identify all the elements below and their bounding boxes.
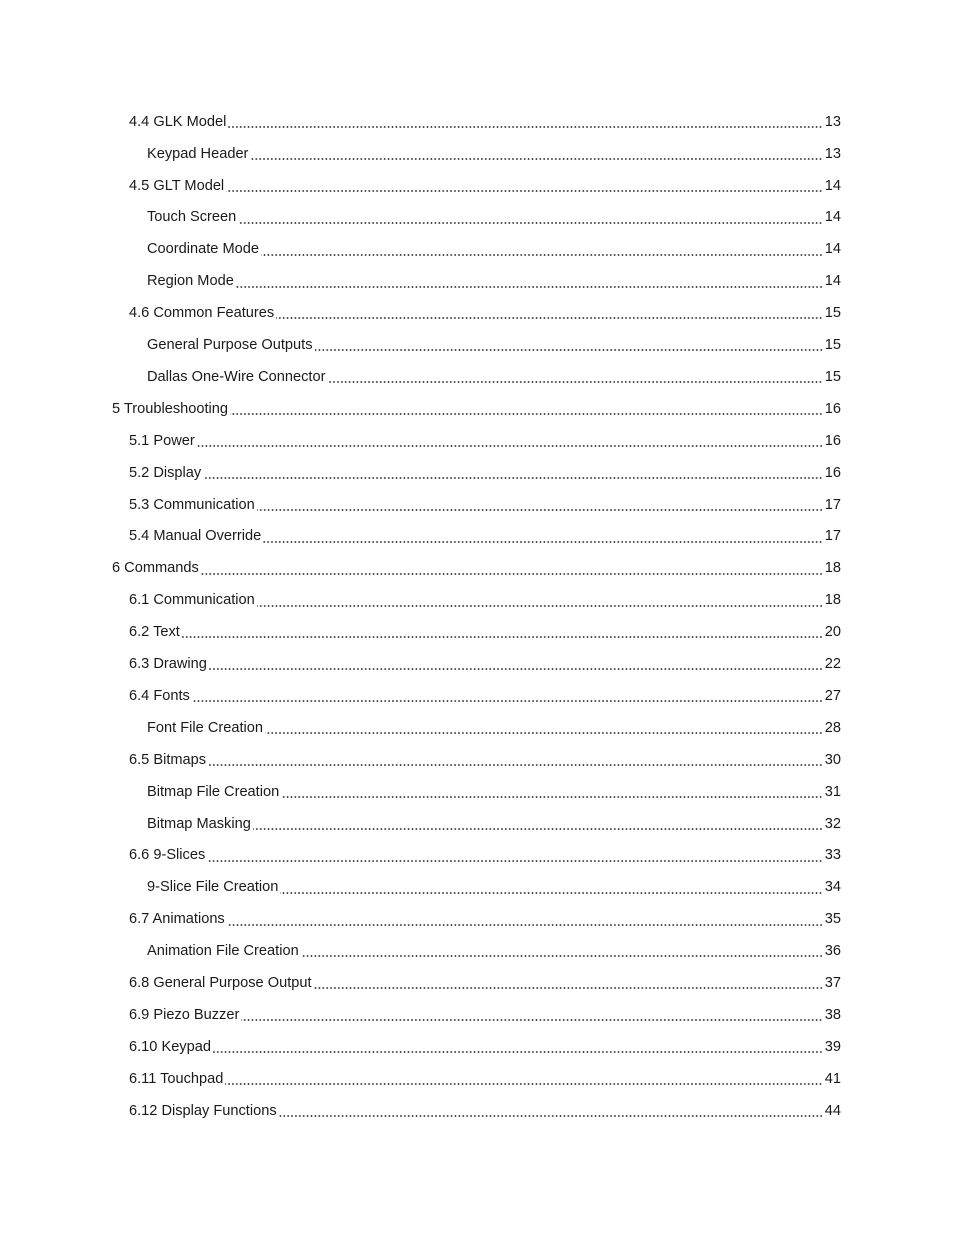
toc-entry-label: 6.2 Text (129, 624, 180, 641)
toc-entry-page: 16 (824, 400, 841, 417)
toc-entry[interactable] (129, 840, 841, 872)
toc-entry-page: 39 (824, 1038, 841, 1055)
toc-entry-label: 6.9 Piezo Buzzer (129, 1006, 240, 1023)
toc-leader-dots (197, 445, 823, 447)
toc-entry-label: 6.12 Display Functions (129, 1102, 277, 1119)
toc-leader-dots (257, 509, 823, 511)
toc-leader-dots (192, 700, 823, 702)
toc-leader-dots (213, 1051, 823, 1053)
toc-entry-label: Bitmap Masking (147, 815, 251, 832)
toc-entry-page: 32 (824, 815, 841, 832)
toc-entry[interactable] (147, 138, 841, 170)
toc-entry-page: 36 (824, 943, 841, 960)
toc-entry[interactable] (112, 393, 841, 425)
toc-entry-label: 6.6 9-Slices (129, 847, 206, 864)
toc-entry[interactable] (129, 425, 841, 457)
toc-entry[interactable] (147, 329, 841, 361)
toc-entry-page: 13 (824, 145, 841, 162)
toc-leader-dots (281, 796, 823, 798)
toc-leader-dots (280, 892, 822, 894)
toc-leader-dots (314, 987, 823, 989)
toc-leader-dots (257, 605, 823, 607)
toc-entry[interactable] (147, 872, 841, 904)
toc-entry-label: 5.2 Display (129, 464, 202, 481)
toc-entry[interactable] (112, 553, 841, 585)
toc-entry-page: 13 (824, 113, 841, 130)
toc-entry-label: 4.4 GLK Model (129, 113, 227, 130)
toc-leader-dots (327, 381, 822, 383)
toc-leader-dots (250, 158, 822, 160)
toc-entry[interactable] (129, 489, 841, 521)
toc-leader-dots (265, 732, 823, 734)
toc-entry-label: 6.5 Bitmaps (129, 751, 207, 768)
toc-entry[interactable] (129, 904, 841, 936)
toc-leader-dots (301, 955, 823, 957)
toc-entry-page: 41 (824, 1070, 841, 1087)
toc-entry[interactable] (129, 585, 841, 617)
toc-entry-label: 6.7 Animations (129, 911, 225, 928)
toc-entry-page: 20 (824, 624, 841, 641)
toc-entry-label: General Purpose Outputs (147, 337, 313, 353)
toc-leader-dots (201, 573, 823, 575)
toc-leader-dots (203, 477, 823, 479)
toc-entry-label: Touch Screen (147, 209, 237, 226)
toc-entry-page: 37 (824, 975, 841, 991)
toc-leader-dots (207, 860, 823, 862)
toc-entry-page: 33 (824, 847, 841, 864)
toc-entry-page: 18 (824, 592, 841, 609)
toc-entry-label: Dallas One-Wire Connector (147, 368, 326, 385)
toc-entry-label: 6.3 Drawing (129, 656, 207, 672)
toc-entry-label: 6.8 General Purpose Output (129, 975, 312, 991)
toc-entry-page: 14 (824, 209, 841, 226)
toc-entry[interactable] (129, 680, 841, 712)
toc-leader-dots (228, 126, 822, 128)
toc-leader-dots (226, 190, 823, 192)
toc-entry[interactable] (147, 935, 841, 967)
toc-leader-dots (263, 541, 823, 543)
toc-entry-page: 35 (824, 911, 841, 928)
toc-leader-dots (227, 924, 823, 926)
toc-entry[interactable] (147, 202, 841, 234)
toc-entry[interactable] (129, 521, 841, 553)
toc-entry-page: 18 (824, 560, 841, 577)
toc-entry[interactable] (147, 776, 841, 808)
toc-entry-page: 14 (824, 273, 841, 290)
toc-entry-label: 5 Troubleshooting (112, 400, 229, 417)
toc-entry-page: 16 (824, 432, 841, 449)
toc-leader-dots (236, 286, 823, 288)
toc-entry[interactable] (129, 999, 841, 1031)
toc-entry-label: Region Mode (147, 273, 234, 290)
toc-entry[interactable] (147, 266, 841, 298)
toc-leader-dots (182, 636, 823, 638)
toc-leader-dots (279, 1115, 823, 1117)
toc-entry[interactable] (129, 744, 841, 776)
toc-leader-dots (315, 349, 823, 351)
toc-entry-label: Font File Creation (147, 719, 263, 736)
toc-entry[interactable] (147, 234, 841, 266)
toc-entry[interactable] (147, 361, 841, 393)
toc-entry[interactable] (147, 808, 841, 840)
toc-entry-label: 6.1 Communication (129, 592, 255, 609)
toc-leader-dots (209, 668, 823, 670)
toc-leader-dots (238, 222, 823, 224)
toc-leader-dots (225, 1083, 822, 1085)
toc-leader-dots (230, 413, 823, 415)
toc-entry[interactable] (147, 712, 841, 744)
toc-entry[interactable] (129, 170, 841, 202)
toc-entry-label: 4.5 GLT Model (129, 177, 225, 194)
toc-entry-page: 22 (824, 656, 841, 672)
toc-entry-page: 31 (824, 783, 841, 800)
toc-entry-page: 30 (824, 751, 841, 768)
toc-entry-page: 44 (824, 1102, 841, 1119)
toc-entry-page: 38 (824, 1006, 841, 1023)
toc-entry-page: 34 (824, 879, 841, 896)
toc-entry-label: Coordinate Mode (147, 241, 259, 258)
toc-entry-label: 6 Commands (112, 560, 199, 577)
toc-entry-page: 28 (824, 719, 841, 736)
toc-entry-label: Animation File Creation (147, 943, 299, 960)
toc-leader-dots (241, 1019, 822, 1021)
toc-entry-label: 5.4 Manual Override (129, 528, 262, 545)
toc-entry-label: 6.4 Fonts (129, 687, 190, 704)
toc-entry-page: 17 (824, 528, 841, 545)
toc-entry-page: 15 (824, 337, 841, 353)
toc-entry-page: 15 (824, 368, 841, 385)
toc-entry[interactable] (129, 967, 841, 999)
toc-entry[interactable] (129, 297, 841, 329)
toc-entry-label: 6.11 Touchpad (129, 1070, 224, 1087)
toc-leader-dots (253, 828, 823, 830)
toc-entry-page: 14 (824, 241, 841, 258)
toc-entry-label: Keypad Header (147, 145, 249, 162)
toc-entry[interactable] (129, 106, 841, 138)
toc-entry-label: 6.10 Keypad (129, 1038, 211, 1055)
toc-entry-page: 27 (824, 687, 841, 704)
toc-leader-dots (276, 317, 823, 319)
toc-entry-page: 15 (824, 305, 841, 322)
toc-leader-dots (261, 254, 823, 256)
toc-entry-label: 9-Slice File Creation (147, 879, 279, 896)
toc-leader-dots (208, 764, 823, 766)
toc-entry-page: 16 (824, 464, 841, 481)
toc-entry-page: 17 (824, 496, 841, 513)
toc-entry-label: 5.3 Communication (129, 496, 255, 513)
toc-entry-label: 4.6 Common Features (129, 305, 275, 322)
toc-entry[interactable] (129, 1095, 841, 1127)
toc-entry[interactable] (129, 616, 841, 648)
toc-entry-page: 14 (824, 177, 841, 194)
toc-entry-label: Bitmap File Creation (147, 783, 280, 800)
toc-entry[interactable] (129, 648, 841, 680)
toc-entry-label: 5.1 Power (129, 432, 195, 449)
toc-entry[interactable] (129, 1031, 841, 1063)
toc-entry[interactable] (129, 1063, 841, 1095)
toc-entry[interactable] (129, 457, 841, 489)
